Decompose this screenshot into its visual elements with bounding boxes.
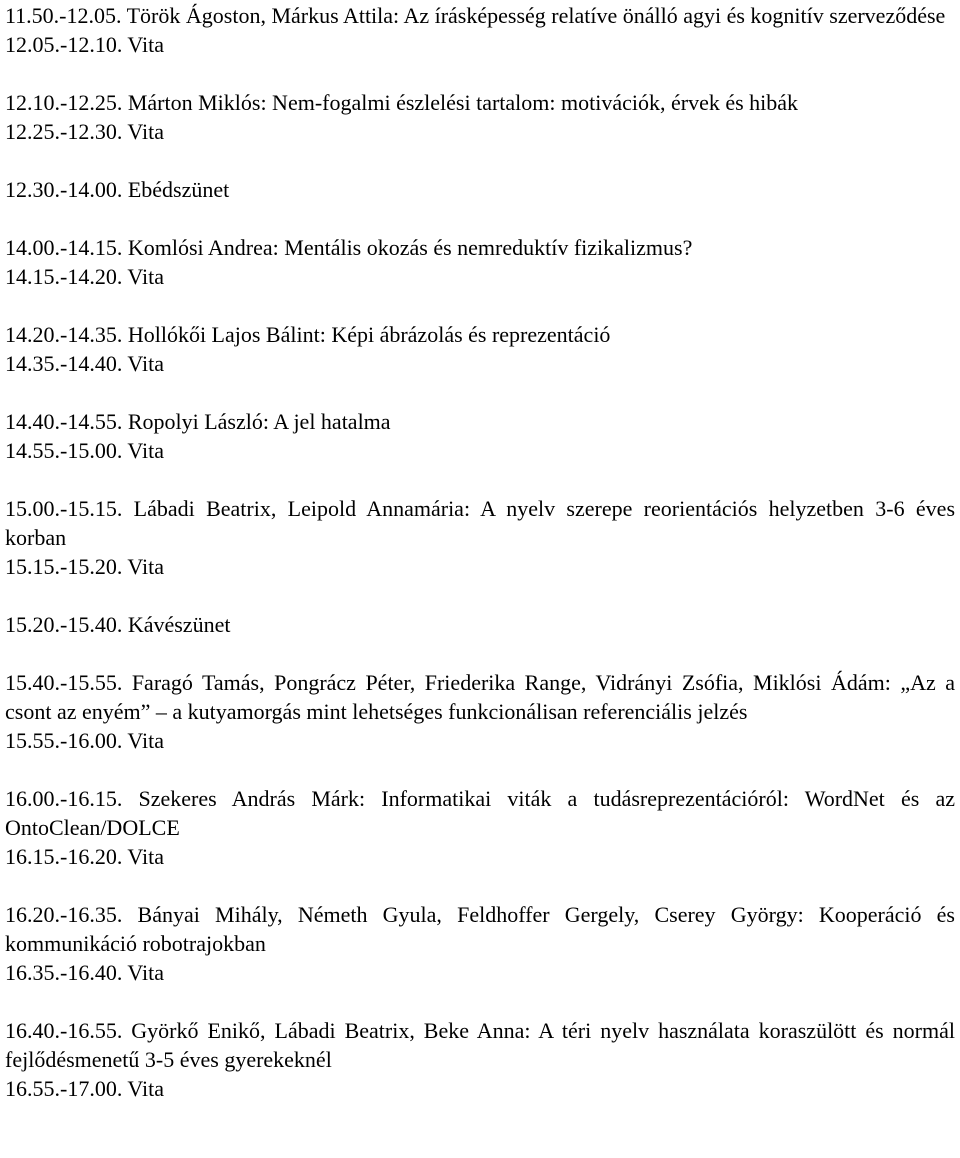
schedule-entry — [5, 407, 955, 465]
talk-line: 15.40.-15.55. Faragó Tamás, Pongrácz Péter, Friederika Range, Vidrányi Zsófia, Miklósi Ádám: „Az a csont az enyém” – a kutyamorgás mint lehetséges funkcionálisan referenciális jelzés — [5, 670, 955, 724]
schedule-entry — [5, 784, 955, 871]
schedule-entry — [5, 1, 955, 59]
talk-line: 12.10.-12.25. Márton Miklós: Nem-fogalmi észlelési tartalom: motivációk, érvek és hibák — [5, 90, 799, 115]
talk-line: 16.40.-16.55. Györkő Enikő, Lábadi Beatrix, Beke Anna: A téri nyelv használata koraszülött és normál fejlődésmenetű 3-5 éves gyerekeknél — [5, 1018, 955, 1072]
discussion-line: 14.35.-14.40. Vita — [5, 351, 164, 376]
schedule-entry — [5, 668, 955, 755]
schedule-entry — [5, 1016, 955, 1103]
talk-line: 14.00.-14.15. Komlósi Andrea: Mentális okozás és nemreduktív fizikalizmus? — [5, 235, 693, 260]
talk-line: 16.00.-16.15. Szekeres András Márk: Informatikai viták a tudásreprezentációról: WordNet és az OntoClean/DOLCE — [5, 786, 955, 840]
program-schedule — [5, 0, 955, 1103]
schedule-entry — [5, 900, 955, 987]
talk-line: 14.20.-14.35. Hollókői Lajos Bálint: Képi ábrázolás és reprezentáció — [5, 322, 611, 347]
schedule-entry — [5, 175, 955, 204]
discussion-line: 12.25.-12.30. Vita — [5, 119, 164, 144]
lunch-break-line: 12.30.-14.00. Ebédszünet — [5, 177, 230, 202]
discussion-line: 16.15.-16.20. Vita — [5, 844, 164, 869]
coffee-break-line: 15.20.-15.40. Kávészünet — [5, 612, 231, 637]
discussion-line: 15.55.-16.00. Vita — [5, 728, 164, 753]
discussion-line: 16.35.-16.40. Vita — [5, 960, 164, 985]
discussion-line: 15.15.-15.20. Vita — [5, 554, 164, 579]
schedule-entry — [5, 88, 955, 146]
discussion-line: 14.15.-14.20. Vita — [5, 264, 164, 289]
schedule-entry — [5, 494, 955, 581]
discussion-line: 14.55.-15.00. Vita — [5, 438, 164, 463]
talk-line: 16.20.-16.35. Bányai Mihály, Németh Gyula, Feldhoffer Gergely, Cserey György: Kooperáció és kommunikáció robotrajokban — [5, 902, 955, 956]
discussion-line: 16.55.-17.00. Vita — [5, 1076, 164, 1101]
talk-line: 14.40.-14.55. Ropolyi László: A jel hatalma — [5, 409, 391, 434]
talk-line: 15.00.-15.15. Lábadi Beatrix, Leipold Annamária: A nyelv szerepe reorientációs helyzetben 3-6 éves korban — [5, 496, 955, 550]
talk-line: 11.50.-12.05. Török Ágoston, Márkus Attila: Az írásképesség relatíve önálló agyi és kognitív szerveződése — [5, 3, 946, 28]
schedule-entry — [5, 320, 955, 378]
discussion-line: 12.05.-12.10. Vita — [5, 32, 164, 57]
schedule-entry — [5, 610, 955, 639]
schedule-entry — [5, 233, 955, 291]
